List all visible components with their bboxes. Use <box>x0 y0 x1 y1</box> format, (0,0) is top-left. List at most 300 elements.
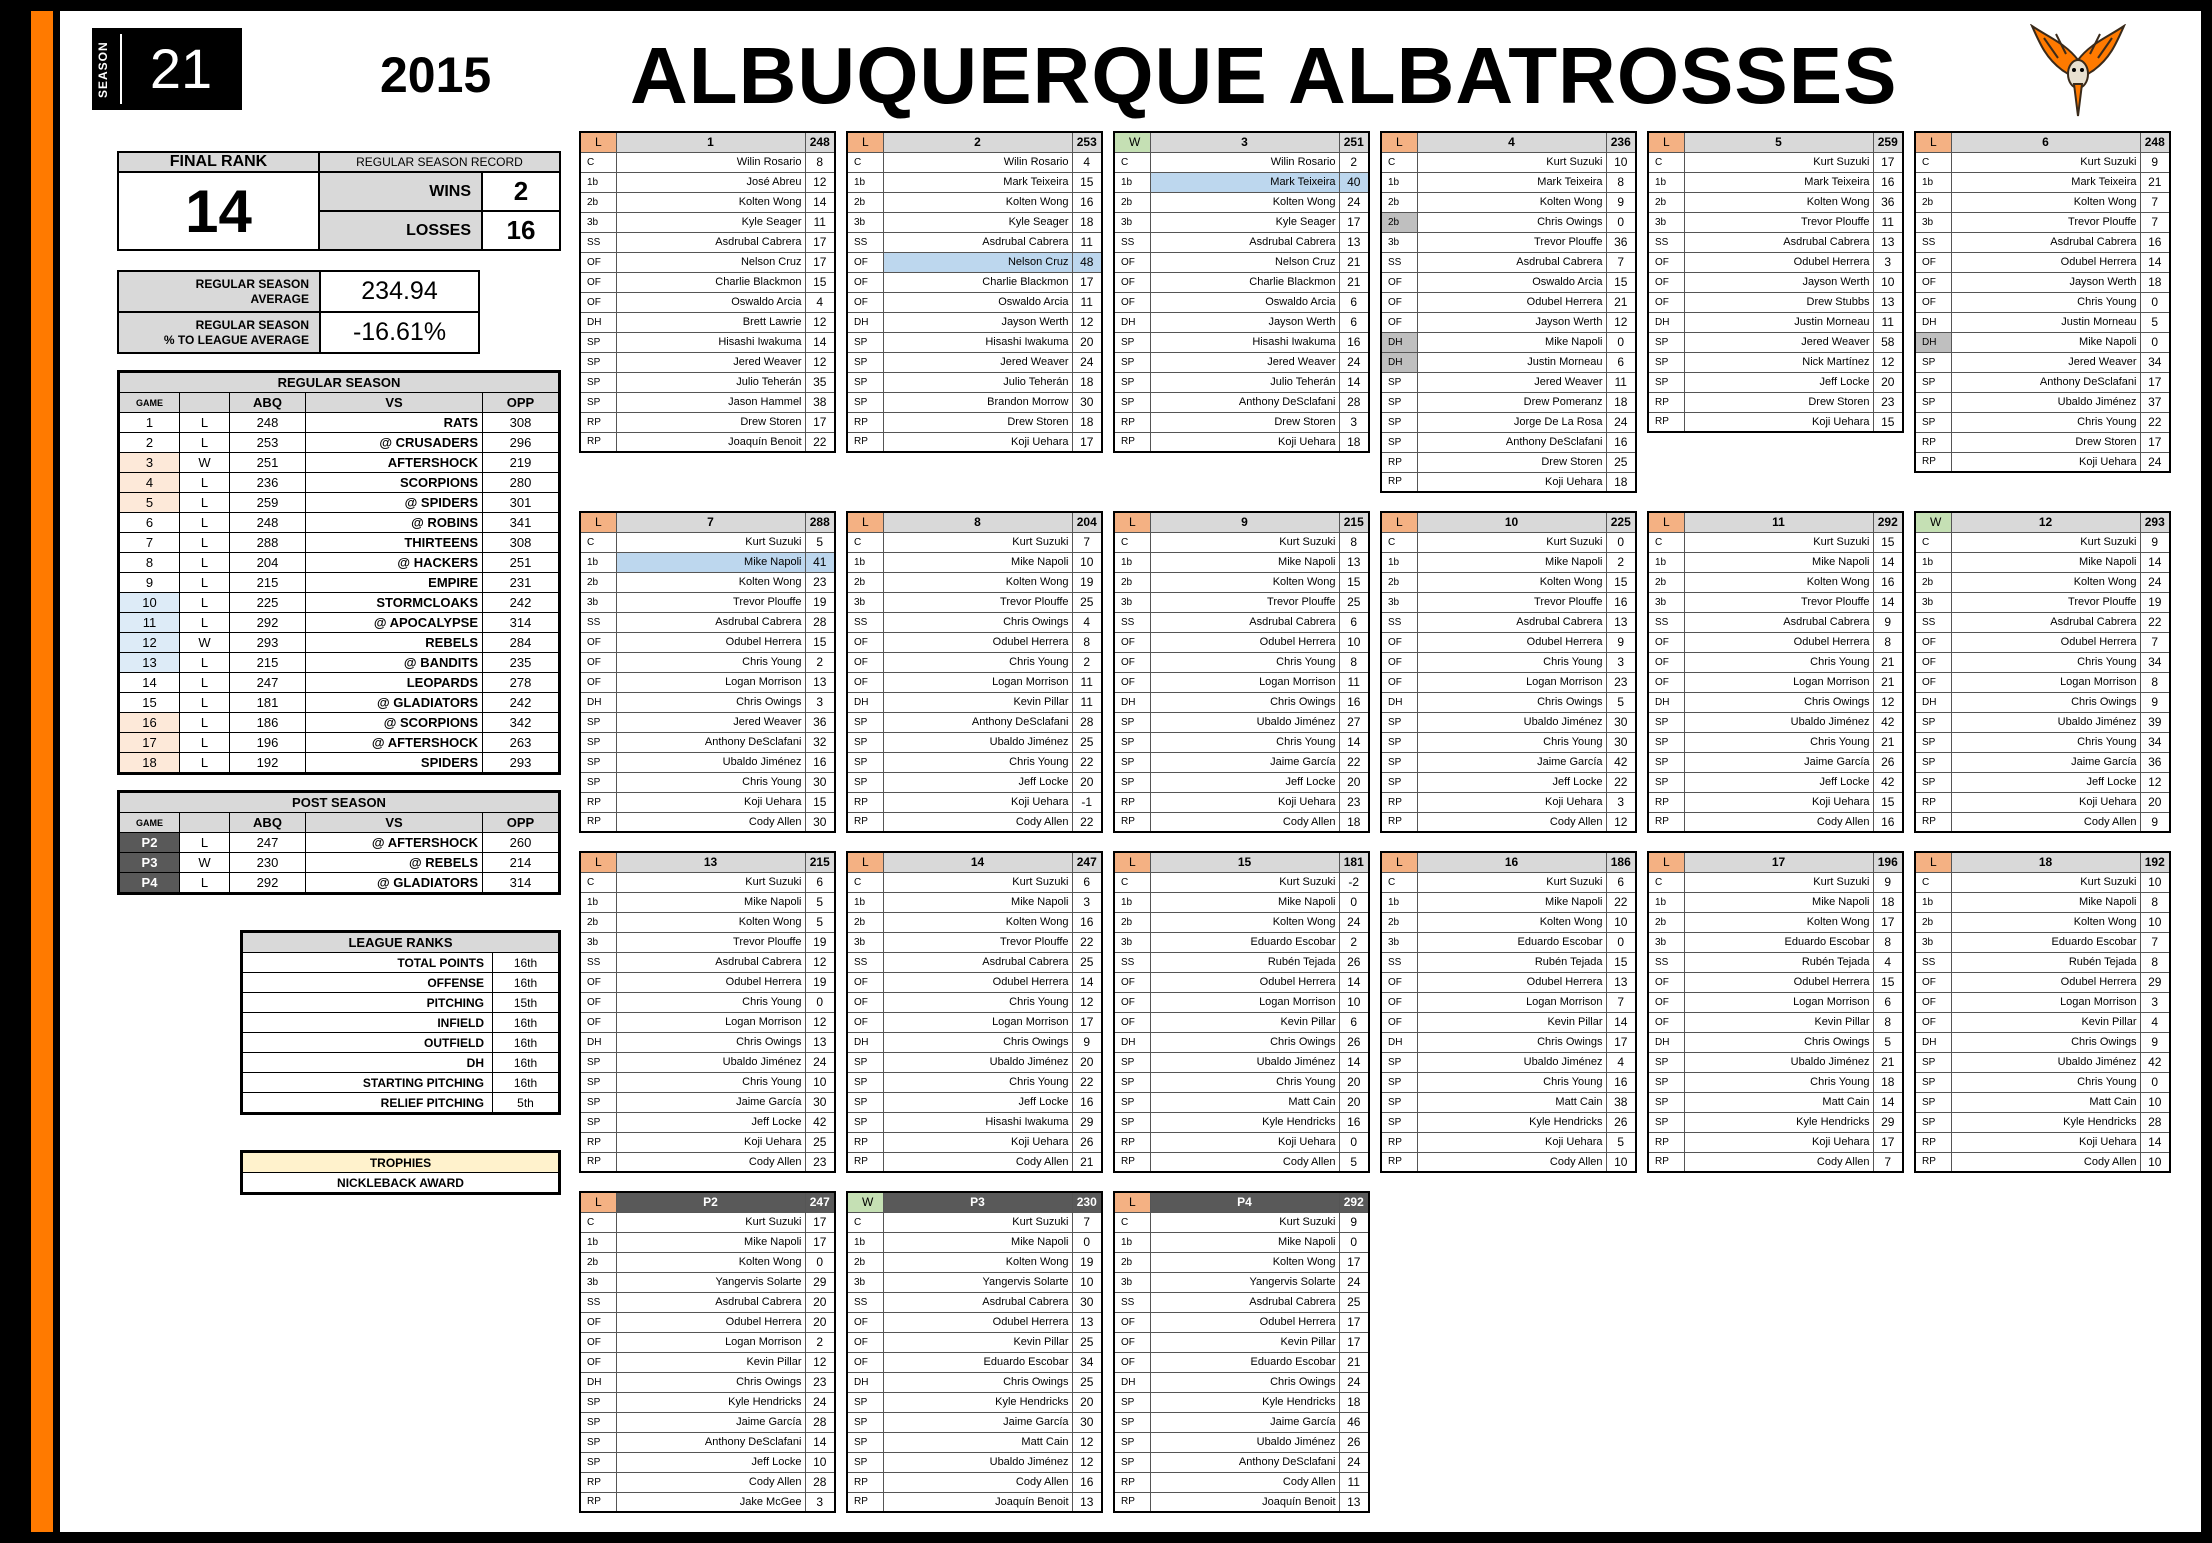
game-box-P4 <box>1113 1191 1370 1513</box>
player-points: 29 <box>2140 972 2170 992</box>
player-points: 14 <box>1873 552 1903 572</box>
player-name: Anthony DeSclafani <box>883 712 1072 732</box>
game-label: 7 <box>616 512 805 532</box>
abq-score: 186 <box>230 713 306 733</box>
game-result: L <box>180 673 230 693</box>
lineup-row <box>1648 352 1903 372</box>
player-name: Jayson Werth <box>1684 272 1873 292</box>
player-points: 6 <box>1339 1012 1369 1032</box>
lineup-row <box>1381 772 1636 792</box>
player-name: Asdrubal Cabrera <box>1684 232 1873 252</box>
lineup-row <box>1381 172 1636 192</box>
game-number: 13 <box>120 653 180 673</box>
player-points: 26 <box>1339 952 1369 972</box>
position: DH <box>1648 1032 1684 1052</box>
player-points: 11 <box>1072 232 1102 252</box>
position: SP <box>1114 372 1150 392</box>
game-result: W <box>180 633 230 653</box>
player-points: 36 <box>805 712 835 732</box>
lineup-row <box>1114 1352 1369 1372</box>
trophies-table <box>240 1150 561 1195</box>
lineup-row <box>1648 752 1903 772</box>
game-result: L <box>180 873 230 893</box>
player-name: Mike Napoli <box>883 892 1072 912</box>
lineup-row <box>1915 1072 2170 1092</box>
position: SP <box>580 392 616 412</box>
position: SP <box>847 1432 883 1452</box>
player-name: Kyle Hendricks <box>1684 1112 1873 1132</box>
player-name: Oswaldo Arcia <box>616 292 805 312</box>
lineup-row <box>1648 1032 1903 1052</box>
player-name: Ubaldo Jiménez <box>883 732 1072 752</box>
lineup-row <box>1114 1092 1369 1112</box>
position: OF <box>1114 672 1150 692</box>
game-box-3 <box>1113 131 1370 453</box>
position: SP <box>1648 732 1684 752</box>
player-name: Logan Morrison <box>883 1012 1072 1032</box>
player-points: 9 <box>2140 532 2170 552</box>
player-name: Odubel Herrera <box>1951 632 2140 652</box>
lineup-row <box>1648 932 1903 952</box>
position: 2b <box>1381 572 1417 592</box>
player-points: 17 <box>805 1232 835 1252</box>
lineup-row <box>1381 752 1636 772</box>
player-name: Koji Uehara <box>1150 792 1339 812</box>
game-number: 14 <box>120 673 180 693</box>
player-points: 15 <box>1873 532 1903 552</box>
position: OF <box>1915 632 1951 652</box>
player-name: Koji Uehara <box>883 792 1072 812</box>
position: SP <box>1915 392 1951 412</box>
player-name: Drew Pomeranz <box>1417 392 1606 412</box>
player-name: Jeff Locke <box>616 1452 805 1472</box>
player-points: 7 <box>2140 192 2170 212</box>
position: SP <box>847 1052 883 1072</box>
lineup-row <box>1915 532 2170 552</box>
player-name: Anthony DeSclafani <box>616 1432 805 1452</box>
player-points: 13 <box>1339 1492 1369 1512</box>
opponent: @ SCORPIONS <box>306 713 483 733</box>
player-points: 32 <box>805 732 835 752</box>
position: OF <box>1915 672 1951 692</box>
player-name: Asdrubal Cabrera <box>616 612 805 632</box>
position: 2b <box>1648 572 1684 592</box>
player-points: 0 <box>1339 892 1369 912</box>
game-label: 1 <box>616 132 805 152</box>
lineup-row <box>1381 672 1636 692</box>
player-points: 17 <box>1339 1252 1369 1272</box>
player-points: 21 <box>1339 1352 1369 1372</box>
position: OF <box>1648 972 1684 992</box>
player-points: 15 <box>1339 572 1369 592</box>
player-points: 26 <box>1873 752 1903 772</box>
side-stripe <box>11 11 31 1532</box>
lineup-row <box>1114 892 1369 912</box>
lineup-row <box>1381 252 1636 272</box>
player-name: Cody Allen <box>1951 1152 2140 1172</box>
abq-score: 247 <box>230 673 306 693</box>
rank-category: INFIELD <box>243 1013 493 1033</box>
player-points: 6 <box>1339 312 1369 332</box>
player-name: Chris Young <box>1951 412 2140 432</box>
position: SP <box>1114 1052 1150 1072</box>
game-result-badge: W <box>847 1192 883 1212</box>
player-points: 19 <box>2140 592 2170 612</box>
opp-score: 231 <box>483 573 559 593</box>
player-points: 14 <box>2140 252 2170 272</box>
lineup-row <box>580 1392 835 1412</box>
position: C <box>1915 152 1951 172</box>
position: OF <box>1381 292 1417 312</box>
position: OF <box>1114 1352 1150 1372</box>
player-points: 20 <box>1072 1052 1102 1072</box>
lineup-row <box>1915 212 2170 232</box>
opp-score: 235 <box>483 653 559 673</box>
position: 1b <box>580 172 616 192</box>
player-name: Kolten Wong <box>1417 912 1606 932</box>
player-points: 16 <box>1873 812 1903 832</box>
position: 1b <box>1114 1232 1150 1252</box>
player-points: 23 <box>1339 792 1369 812</box>
position: RP <box>847 1152 883 1172</box>
player-points: 21 <box>1873 732 1903 752</box>
position: OF <box>1648 632 1684 652</box>
lineup-row <box>580 872 835 892</box>
player-points: 19 <box>805 972 835 992</box>
player-name: Wilin Rosario <box>883 152 1072 172</box>
lineup-row <box>1114 812 1369 832</box>
lineup-row <box>1114 872 1369 892</box>
game-number: 1 <box>120 413 180 433</box>
lineup-row <box>847 892 1102 912</box>
player-points: 11 <box>1606 372 1636 392</box>
position: SP <box>847 772 883 792</box>
player-name: Kolten Wong <box>1150 1252 1339 1272</box>
rank-value: 16th <box>493 1073 559 1093</box>
position: OF <box>1381 632 1417 652</box>
table-row <box>243 1033 559 1053</box>
lineup-row <box>1381 1052 1636 1072</box>
player-name: Kolten Wong <box>883 192 1072 212</box>
player-points: 11 <box>1873 212 1903 232</box>
position: SP <box>847 1412 883 1432</box>
player-points: 14 <box>1873 1092 1903 1112</box>
position: RP <box>1381 812 1417 832</box>
lineup-row <box>847 1112 1102 1132</box>
lineup-row <box>1648 1052 1903 1072</box>
game-total: 292 <box>1339 1192 1369 1212</box>
lineup-row <box>1648 152 1903 172</box>
lineup-row <box>1114 372 1369 392</box>
player-name: Ubaldo Jiménez <box>616 1052 805 1072</box>
position: SS <box>847 232 883 252</box>
player-name: Kolten Wong <box>883 912 1072 932</box>
player-points: 17 <box>1072 1012 1102 1032</box>
player-name: Chris Young <box>1684 732 1873 752</box>
player-name: Julio Teherán <box>1150 372 1339 392</box>
game-label: 11 <box>1684 512 1873 532</box>
player-name: Kevin Pillar <box>1684 1012 1873 1032</box>
lineup-row <box>1381 212 1636 232</box>
lineup-row <box>580 1092 835 1112</box>
player-name: Koji Uehara <box>1684 792 1873 812</box>
game-result-badge: L <box>580 132 616 152</box>
lineup-row <box>1915 1032 2170 1052</box>
lineup-row <box>580 1292 835 1312</box>
player-points: 24 <box>2140 572 2170 592</box>
game-result-badge: W <box>1114 132 1150 152</box>
player-name: Ubaldo Jiménez <box>1150 712 1339 732</box>
position: C <box>1915 872 1951 892</box>
game-label: P2 <box>616 1192 805 1212</box>
player-name: Chris Young <box>1150 1072 1339 1092</box>
player-name: Asdrubal Cabrera <box>1684 612 1873 632</box>
player-name: Kyle Hendricks <box>1951 1112 2140 1132</box>
player-name: Ubaldo Jiménez <box>1417 1052 1606 1072</box>
game-number: 7 <box>120 533 180 553</box>
player-points: 9 <box>1606 192 1636 212</box>
rank-value: 16th <box>493 973 559 993</box>
player-points: 13 <box>1873 292 1903 312</box>
player-name: Trevor Plouffe <box>1150 592 1339 612</box>
player-points: 12 <box>805 1012 835 1032</box>
player-points: 9 <box>1873 872 1903 892</box>
lineup-row <box>1114 1332 1369 1352</box>
position: SP <box>1648 1052 1684 1072</box>
reg-tbl-col: ABQ <box>230 393 306 413</box>
player-points: 58 <box>1873 332 1903 352</box>
player-points: 22 <box>1339 752 1369 772</box>
lineup-row <box>1114 992 1369 1012</box>
position: DH <box>580 692 616 712</box>
player-name: Kurt Suzuki <box>1150 1212 1339 1232</box>
lineup-row <box>1114 252 1369 272</box>
position: SP <box>1648 772 1684 792</box>
lineup-row <box>1114 352 1369 372</box>
position: RP <box>847 792 883 812</box>
player-points: 11 <box>805 212 835 232</box>
game-box-18 <box>1914 851 2171 1173</box>
lineup-row <box>847 412 1102 432</box>
lineup-row <box>580 932 835 952</box>
position: 2b <box>1381 192 1417 212</box>
player-points: 46 <box>1339 1412 1369 1432</box>
lineup-row <box>1114 1292 1369 1312</box>
position: SP <box>1381 432 1417 452</box>
abq-score: 215 <box>230 653 306 673</box>
position: SS <box>580 232 616 252</box>
lineup-row <box>847 1052 1102 1072</box>
player-points: 17 <box>1339 212 1369 232</box>
player-name: Kyle Seager <box>883 212 1072 232</box>
player-points: 25 <box>1072 952 1102 972</box>
position: DH <box>1114 1372 1150 1392</box>
position: OF <box>1114 632 1150 652</box>
position: RP <box>580 792 616 812</box>
opponent: RATS <box>306 413 483 433</box>
game-label: 17 <box>1684 852 1873 872</box>
team-title: ALBUQUERQUE ALBATROSSES <box>630 31 1898 120</box>
lineup-row <box>847 432 1102 452</box>
player-points: 10 <box>805 1072 835 1092</box>
player-points: 13 <box>1339 232 1369 252</box>
player-name: Chris Owings <box>1684 692 1873 712</box>
position: 3b <box>1915 592 1951 612</box>
player-points: 42 <box>1606 752 1636 772</box>
position: RP <box>1648 1132 1684 1152</box>
player-name: Cody Allen <box>883 1152 1072 1172</box>
player-name: Koji Uehara <box>1417 472 1606 492</box>
position: DH <box>1648 312 1684 332</box>
position: SS <box>1915 952 1951 972</box>
player-points: 18 <box>1339 432 1369 452</box>
position: OF <box>580 252 616 272</box>
lineup-row <box>1381 532 1636 552</box>
lineup-row <box>847 1432 1102 1452</box>
position: SP <box>1114 332 1150 352</box>
game-label: 10 <box>1417 512 1606 532</box>
abq-score: 215 <box>230 573 306 593</box>
position: OF <box>1114 972 1150 992</box>
lineup-row <box>1381 692 1636 712</box>
player-name: Mike Napoli <box>1150 892 1339 912</box>
lineup-row <box>1114 1032 1369 1052</box>
game-label: 4 <box>1417 132 1606 152</box>
player-points: 2 <box>1339 932 1369 952</box>
player-name: Odubel Herrera <box>1951 252 2140 272</box>
position: SP <box>1915 372 1951 392</box>
player-name: Chris Owings <box>1417 212 1606 232</box>
player-points: 18 <box>1339 812 1369 832</box>
opponent: STORMCLOAKS <box>306 593 483 613</box>
position: RP <box>1915 432 1951 452</box>
player-points: 2 <box>1606 552 1636 572</box>
lineup-row <box>1114 1112 1369 1132</box>
position: OF <box>1381 652 1417 672</box>
table-row <box>120 573 559 593</box>
player-points: 39 <box>2140 712 2170 732</box>
player-name: Logan Morrison <box>1684 672 1873 692</box>
position: DH <box>580 1372 616 1392</box>
lineup-row <box>580 592 835 612</box>
position: SP <box>580 772 616 792</box>
lineup-row <box>1381 1132 1636 1152</box>
player-points: 5 <box>805 892 835 912</box>
position: SP <box>1648 332 1684 352</box>
player-name: Rubén Tejada <box>1417 952 1606 972</box>
lineup-row <box>580 532 835 552</box>
player-points: 15 <box>1606 272 1636 292</box>
position: C <box>580 532 616 552</box>
player-points: 0 <box>805 992 835 1012</box>
abq-score: 292 <box>230 873 306 893</box>
player-points: 22 <box>2140 412 2170 432</box>
game-number: 2 <box>120 433 180 453</box>
player-name: Kolten Wong <box>1150 572 1339 592</box>
player-name: Odubel Herrera <box>883 632 1072 652</box>
position: 3b <box>1114 592 1150 612</box>
player-name: Matt Cain <box>1684 1092 1873 1112</box>
player-points: 17 <box>1339 1332 1369 1352</box>
game-number: 15 <box>120 693 180 713</box>
abq-score: 248 <box>230 413 306 433</box>
game-result-badge: L <box>1915 132 1951 152</box>
position: SP <box>1381 1052 1417 1072</box>
rank-value: 16th <box>493 1053 559 1073</box>
game-box-10 <box>1380 511 1637 833</box>
player-name: Logan Morrison <box>1150 672 1339 692</box>
lineup-row <box>580 952 835 972</box>
player-name: Trevor Plouffe <box>1417 232 1606 252</box>
lineup-row <box>1114 1012 1369 1032</box>
player-points: 8 <box>1873 932 1903 952</box>
player-points: 25 <box>805 1132 835 1152</box>
losses-label: LOSSES <box>319 211 482 250</box>
game-label: 8 <box>883 512 1072 532</box>
lineup-row <box>1114 1132 1369 1152</box>
position: RP <box>847 1472 883 1492</box>
player-points: 12 <box>1072 992 1102 1012</box>
player-points: 36 <box>1873 192 1903 212</box>
player-name: Wilin Rosario <box>1150 152 1339 172</box>
player-points: 3 <box>805 1492 835 1512</box>
lineup-row <box>1648 732 1903 752</box>
player-name: Joaquín Benoit <box>883 1492 1072 1512</box>
average-table: REGULAR SEASON AVERAGE 234.94 REGULAR SEASON % TO LEAGUE AVERAGE -16.61% <box>117 270 480 354</box>
game-result-badge: L <box>1648 852 1684 872</box>
position: 2b <box>580 1252 616 1272</box>
player-points: 6 <box>1339 292 1369 312</box>
player-points: 17 <box>805 232 835 252</box>
lineup-row <box>1915 232 2170 252</box>
opp-score: 284 <box>483 633 559 653</box>
player-name: Mike Napoli <box>883 552 1072 572</box>
position: DH <box>580 312 616 332</box>
position: SS <box>847 612 883 632</box>
player-name: Logan Morrison <box>1684 992 1873 1012</box>
player-points: 10 <box>2140 872 2170 892</box>
lineup-row <box>1381 232 1636 252</box>
player-points: 17 <box>1873 912 1903 932</box>
lineup-row <box>847 192 1102 212</box>
player-points: 4 <box>1072 152 1102 172</box>
player-name: Logan Morrison <box>1417 992 1606 1012</box>
position: RP <box>1114 1472 1150 1492</box>
lineup-row <box>1648 1132 1903 1152</box>
lineup-row <box>580 912 835 932</box>
game-result: L <box>180 653 230 673</box>
player-name: Chris Young <box>1417 652 1606 672</box>
player-name: Kolten Wong <box>1684 572 1873 592</box>
position: OF <box>1648 252 1684 272</box>
lineup-row <box>1381 412 1636 432</box>
player-points: 30 <box>1072 392 1102 412</box>
player-points: 24 <box>1339 352 1369 372</box>
position: OF <box>1915 652 1951 672</box>
player-name: Odubel Herrera <box>1417 292 1606 312</box>
opp-score: 314 <box>483 613 559 633</box>
position: SP <box>1648 752 1684 772</box>
player-name: Kolten Wong <box>1150 192 1339 212</box>
position: SP <box>1114 1452 1150 1472</box>
position: OF <box>1648 272 1684 292</box>
player-name: Chris Owings <box>1150 1372 1339 1392</box>
player-points: 18 <box>1072 412 1102 432</box>
lineup-row <box>1648 1012 1903 1032</box>
position: 2b <box>1648 912 1684 932</box>
player-name: Trevor Plouffe <box>1417 592 1606 612</box>
player-points: 21 <box>1873 1052 1903 1072</box>
